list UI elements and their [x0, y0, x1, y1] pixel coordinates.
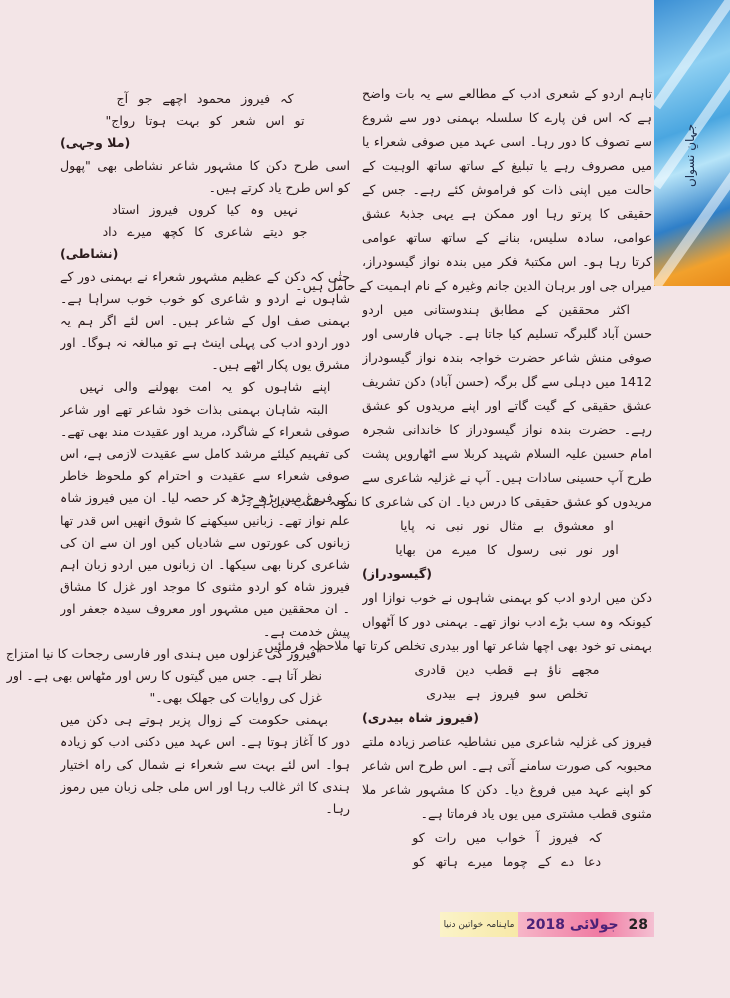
verse-line: کہ فیروز محمود اچھے جو آج — [116, 91, 294, 106]
verse-line: مجھے ناؤ ہے قطب دین قادری — [414, 662, 600, 677]
text-line: شاہوں نے اردو و شاعری کو خوب خوب سراہا ہے۔ — [60, 290, 350, 306]
verse-line: او معشوق بے مثال نور نبی نہ پایا — [400, 518, 614, 533]
magazine-name: ماہنامہ خواتین دنیا — [440, 912, 518, 937]
text-line: تاہم اردو کے شعری ادب کے مطالعے سے یہ بات واضح — [362, 86, 652, 101]
section-title: جہانِ نسواں — [683, 123, 697, 187]
section-banner — [654, 0, 730, 286]
text-line: امام حسین علیہ السلام شہید کربلا سے اٹھارویں پشت — [362, 446, 652, 461]
issue-date — [518, 912, 654, 937]
paragraph-end-line: پیش خدمت ہے۔ — [262, 623, 350, 639]
verse-line: کہ فیروز آ خواب میں رات کو — [412, 830, 602, 845]
quote-line: "فیروز کی غزلوں میں ہندی اور فارسی رجحات کا نیا امتزاج — [5, 645, 322, 661]
text-line: کو اپنے عہد میں فروغ دیا۔ دکن کا مشہور شاعر ملا — [362, 782, 652, 797]
page-number: 28 — [628, 916, 648, 933]
text-line: طرح آپ حسینی سادات ہیں۔ آپ نے غزلیہ شاعری سے — [362, 470, 652, 485]
text-line: ہندی کا اثر غالب رہا اور اس ملی جلی زبان میں رموز — [60, 778, 350, 794]
text-line: حتٰی کہ دکن کے عظیم مشہور شعراء نے بہمنی دور کے — [60, 268, 350, 284]
text-line: محبوبہ کی صورت سامنے آتی ہے۔ اس طرح اس شاعر — [362, 758, 652, 773]
text-line: کرتا رہا ہو۔ اس مکتبۂ فکر میں بندہ نواز گیسودراز، — [362, 254, 652, 269]
paragraph-start-line: بہمنی حکومت کے زوال پزیر ہوتے ہی دکن میں — [60, 712, 328, 728]
verse-line: تو اس شعر کو بہت ہوتا رواج" — [105, 113, 305, 129]
text-line: دور کا آغاز ہوتا ہے۔ اس عہد میں دکنی ادب کو زیادہ — [60, 734, 350, 750]
paragraph-end-line: مشرق یوں پکار اٹھے ہیں۔ — [211, 357, 350, 373]
text-line: ۔ ان محققین میں مشہور اور معروف سیدہ جعفر اور — [60, 601, 350, 617]
issue-year: 2018 — [526, 916, 565, 933]
text-line: اسی طرح دکن کا مشہور شاعر نشاطی بھی "پھول — [60, 157, 350, 173]
text-line: فیروز کی غزلیہ شاعری میں نشاطیہ عناصر زیادہ ملتے — [362, 734, 652, 749]
text-line: زبانوں کی عورتوں سے شادیاں کیں اور ان سے ان کی — [60, 534, 350, 550]
poet-citation: (نشاطی) — [60, 246, 119, 262]
quote-line: نظر آتا ہے۔ جس میں گیتوں کا رس اور مٹھاس بھی ہے۔ اور — [6, 667, 322, 683]
verse-line: تخلص سو فیروز ہے بیدری — [426, 686, 588, 701]
issue-month-year — [526, 917, 619, 933]
text-line: بہمنی صف اول کے شاعر ہیں۔ اس لئے اگر ہم یہ — [60, 312, 350, 328]
text-line: سے تصوف کا دور رہا۔ اسی عہد میں صوفی شعراء یا — [362, 134, 652, 149]
paragraph-end-line: مریدوں کو عشق حقیقی کا درس دیا۔ ان کی شاعری کا نمونہ حسب ذیل ہے۔ — [244, 494, 652, 509]
text-line: کیونکہ وہ سب بڑے ادب نواز تھے۔ بہمنی دور کا آٹھواں — [362, 614, 652, 629]
text-line: شاعری کرنا بھی سیکھا۔ ان زبانوں میں اردو زبان اہم — [60, 556, 350, 572]
poet-citation: (گیسودراز) — [362, 566, 432, 581]
text-line: 1412 میں دہلی سے گل برگہ (حسن آباد) دکن تشریف — [362, 374, 652, 389]
text-line: عوامی، سادہ سلیس، بنانے کے ساتھ ساتھ عوامی — [362, 230, 652, 245]
verse-line: دعا دے کے چوما میرے ہاتھ کو — [412, 854, 602, 869]
verse-line: جو دیتے شاعری کا کچھ میرے داد — [102, 224, 308, 240]
poet-citation: (فیروز شاہ بیدری) — [362, 710, 480, 725]
quote-line: غزل کی روایات کی جھلک بھی۔" — [149, 690, 322, 706]
verse-line: اور نور نبی رسول کا میرے من بھایا — [395, 542, 619, 557]
paragraph-end-line: بہمنی تو خود بھی اچھا شاعر تھا اور بیدری تخلص کرتا تھا ملاحظہ فرمائیں۔ — [257, 638, 652, 653]
text-line: صوفی شعراء سے عقیدت و احترام کو ملحوظ خاطر — [60, 468, 350, 484]
paragraph-end-line: رہا۔ — [325, 801, 350, 816]
verse-line: اپنے شاہوں کو یہ امت بھولنے والی نہیں — [79, 379, 331, 395]
poet-citation: (ملا وجہی) — [60, 135, 131, 151]
text-line: علم نواز تھے۔ زبانیں سیکھنے کا شوق انھیں اس قدر تھا — [60, 512, 350, 528]
paragraph-start-line: اکثر محققین کے مطابق ہندوستانی میں اردو — [362, 302, 630, 317]
text-line: میں مصروف رہے یا تبلیغ کے ساتھ ساتھ الوہیت کے — [362, 158, 652, 173]
text-line: ہے کہ اس فن پارے کا سلسلہ بہمنی دور سے شروع — [362, 110, 652, 125]
left-text-column — [5, 88, 350, 820]
text-line: دکن میں اردو ادب کو بہمنی شاہوں نے خوب نوازا اور — [362, 590, 652, 605]
text-line: حسن آباد گلبرگہ تسلیم کیا جاتا ہے۔ جہاں فارسی اور — [362, 326, 652, 341]
paragraph-end-line: میراں جی اور برہان الدین جانم وغیرہ کے نام اہمیت کے حامل ہیں۔ — [295, 278, 652, 293]
text-line: حالت میں اپنی ذات کو فراموش کئے رہے۔ جس کے — [362, 182, 652, 197]
verse-line: نہیں وہ کیا کروں فیروز استاد — [112, 201, 298, 217]
paragraph-start-line: البتہ شاہان بہمنی بذات خود شاعر تھے اور شاعر — [60, 401, 328, 417]
text-line: عشق حقیقی کے گیت گاتے اور اپنے مریدوں کو عشق — [362, 398, 652, 413]
text-line: فیروز شاہ کو اردو مثنوی کا موجد اور غزل کا مشاق — [60, 579, 350, 595]
page-footer — [440, 912, 654, 937]
text-line: صوفی شعراء کے شاگرد، مرید اور عقیدت مند بھی تھے۔ — [60, 423, 350, 439]
text-line: رہے۔ حضرت بندہ نواز گیسودراز کا خاندانی شجرہ — [362, 422, 652, 437]
text-line: ہوا۔ اس لئے بہت سے شعراء نے شمال کی راہ اختیار — [60, 756, 350, 772]
paragraph-end-line: مثنوی قطب مشتری میں یوں یاد فرماتا ہے۔ — [420, 806, 652, 821]
text-line: کے فروغ میں بڑھ چڑھ کر حصہ لیا۔ ان میں فیروز شاہ — [60, 490, 350, 506]
text-line: صوفی منش شاعر حضرت خواجہ بندہ نواز گیسودراز — [362, 350, 652, 365]
text-line: کی تفہیم کیلئے مرشد کامل سے عقیدت لازمی ہے، اس — [60, 446, 350, 461]
text-line: دور اردو ادب کی پہلی اینٹ ہے تو مبالغہ نہ ہوگا۔ اور — [60, 335, 350, 351]
issue-month: جولائی — [569, 916, 619, 933]
paragraph-end-line: کو اس طرح یاد کرتے ہیں۔ — [208, 179, 350, 195]
text-line: حقیقی کا پرتو رہا اور ممکن ہے یہی جذبۂ عشق — [362, 206, 652, 221]
